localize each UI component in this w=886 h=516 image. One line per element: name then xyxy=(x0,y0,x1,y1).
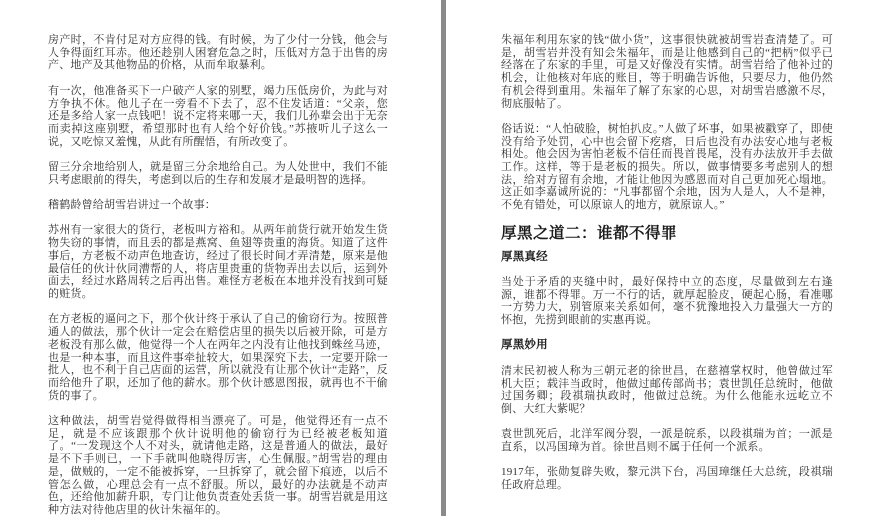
paragraph: 留三分余地给别人，就是留三分余地给自己。为人处世中，我们不能只考虑眼前的得失，考虑到以后的生存和发展才是最明智的选择。 xyxy=(48,161,388,186)
paragraph: 清末民初被人称为三朝元老的徐世昌，在慈禧掌权时，他曾做过军机大臣；载沣当政时，他做过邮传部尚书；袁世凯任总统时，他做过国务卿；段祺瑞执政时，他做过总统。为什么他能永远屹立不倒、大红大紫呢？ xyxy=(501,364,833,415)
paragraph: 1917年，张勋复辟失败，黎元洪下台，冯国璋继任大总统，段祺瑞任政府总理。 xyxy=(501,466,833,492)
left-page xyxy=(48,34,388,516)
paragraph: 在方老板的逼问之下，那个伙计终于承认了自己的偷窃行为。按照普通人的做法，那个伙计一定会在赔偿店里的损失以后被开除，可是方老板没有那么做，他觉得一个人在两年之内没有让他找到蛛丝马迹，也是一种本事，而且这件事牵扯较大，如果深究下去，一定要开除一批人，也不利于自己店面的运营，所以就没有让那个伙计“走路”，反而给他升了职，还加了他的薪水。那个伙计感恩图报，就再也不干偷货的事了。 xyxy=(48,313,388,402)
subheading-houhei-use: 厚黑妙用 xyxy=(501,339,548,352)
paragraph: 稽鹤龄曾给胡雪岩讲过一个故事： xyxy=(48,199,216,212)
paragraph: 当处于矛盾的夹缝中时，最好保持中立的态度，尽量做到左右逢源，谁都不得罪。万一不行的话，就厚起脸皮，硬起心肠，看准哪一方势力大，别管原来关系如何，毫不犹豫地投入力量强大一方的怀抱，先捞到眼前的实惠再说。 xyxy=(501,275,833,327)
paragraph: 有一次，他准备买下一户破产人家的别墅，竭力压低房价，为此与对方争执不休。他儿子在一旁看不下去了，忍不住发话道：“父亲，您还是多给人家一点钱吧！说不定将来哪一天，我们儿孙辈会出于无奈而卖掉这座别墅，希望那时也有人给个好价钱。”苏掖听儿子这么一说，又吃惊又羞愧，从此有所醒悟，有所改变了。 xyxy=(48,84,388,148)
paragraph: 袁世凯死后，北洋军阀分裂，一派是皖系，以段祺瑞为首；一派是直系，以冯国璋为首。徐世昌则不属于任何一个派系。 xyxy=(501,428,833,453)
page-divider xyxy=(441,0,446,516)
paragraph: 朱福年利用东家的钱“做小货”，这事很快就被胡雪岩查清楚了。可是，胡雪岩并没有知会朱福年，而是让他感到自己的“把柄”似乎已经落在了东家的手里，可是又好像没有实情。胡雪岩给了他补过的机会，让他核对年底的账目，等于明确告诉他，只要尽力，他仍然有机会得到重用。朱福年了解了东家的心思，对胡雪岩感激不尽，彻底服帖了。 xyxy=(501,34,833,110)
subheading-houhei-truth: 厚黑真经 xyxy=(501,250,548,263)
section-heading: 厚黑之道二：谁都不得罪 xyxy=(501,224,678,242)
paragraph: 苏州有一家很大的货行，老板叫方裕和。从两年前货行就开始发生货物失窃的事情，而且丢的都是燕窝、鱼翅等贵重的海货。知道了这件事后，方老板不动声色地查访，经过了很长时间才弄清楚，原来是他最信任的伙计伙同漕帮的人，将店里贵重的货物弄出去以后，运到外面去，经过水路周转之后再出售。难怪方老板在本地并没有找到可疑的赃货。 xyxy=(48,224,388,300)
paragraph: 这种做法，胡雪岩觉得做得相当漂亮了。可是，他觉得还有一点不足，就是不应该跟那个伙计说明他的偷窃行为已经被老板知道了。“一发现这个人不对头，就请他走路，这是普通人的做法，最好是不下手则已，一下手就叫他晓得厉害，心生佩服。”胡雪岩的理由是，做贼的，一定不能被拆穿，一旦拆穿了，就会留下痕迹，以后不管怎么做，心理总会有一点不舒服。所以，最好的办法就是不动声色，还给他加薪升职，专门让他负责查处丢货一事。胡雪岩就是用这种方法对待他店里的伙计朱福年的。 xyxy=(48,415,388,516)
paragraph: 房产时，不肯付足对方应得的钱。有时候，为了少付一分钱，他会与人争得面红耳赤。他还趁别人困窘危急之时，压低对方急于出售的房产、地产及其他物品的价格，从而牟取暴利。 xyxy=(48,34,388,72)
paragraph: 俗话说：“人怕破脸，树怕扒皮。”人做了坏事，如果被戳穿了，即使没有给予处罚，心中也会留下疙瘩，日后也没有办法安心地与老板相处。他会因为害怕老板不信任而畏首畏尾，没有办法放开手去做工作。这样，等于是老板的损失。所以，做事情要多考虑别人的想法，给对方留有余地，才能让他因为感恩而对自己更加死心塌地。这正如李嘉诚所说的：“凡事都留个余地，因为人是人，人不是神，不免有错处，可以原谅人的地方，就原谅人。” xyxy=(501,122,833,212)
right-page xyxy=(501,34,833,504)
